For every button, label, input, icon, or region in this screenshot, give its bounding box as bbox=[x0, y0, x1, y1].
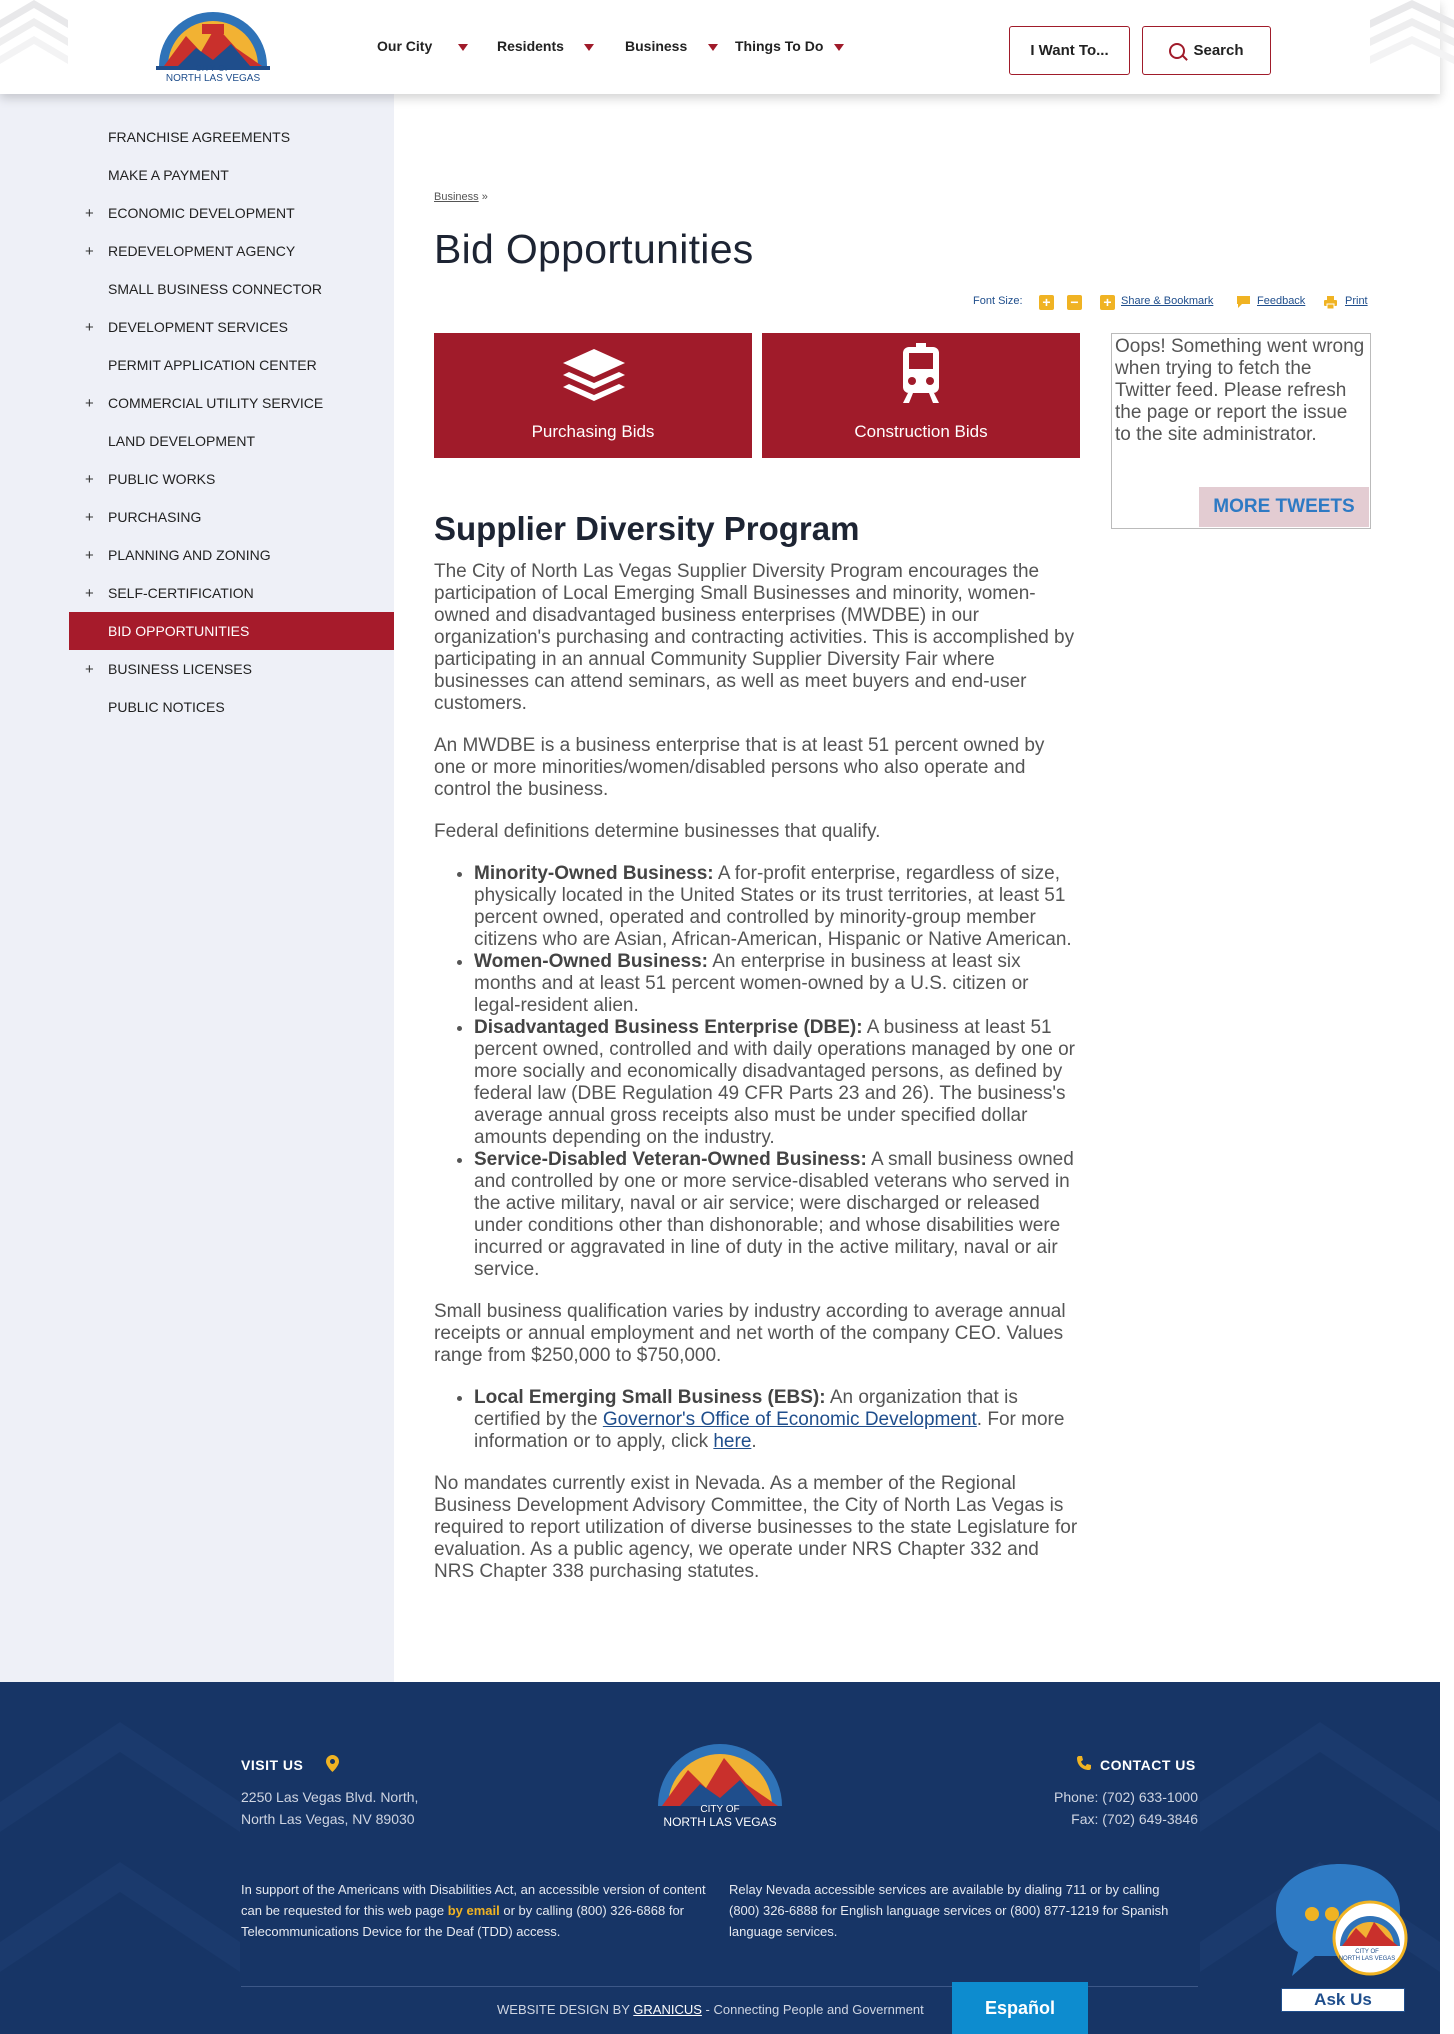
share-plus-icon: + bbox=[1100, 295, 1115, 310]
sidebar-item[interactable] bbox=[69, 422, 394, 460]
nav-our-city[interactable]: Our City bbox=[377, 38, 433, 54]
definition-term: Local Emerging Small Business (EBS): bbox=[474, 1387, 826, 1408]
site-footer bbox=[0, 1682, 1440, 2034]
phone-number[interactable]: Phone: (702) 633-1000 bbox=[1054, 1789, 1198, 1805]
expand-plus-icon[interactable]: + bbox=[85, 546, 94, 564]
definition-term: Women-Owned Business: bbox=[474, 951, 709, 972]
sidebar-item-label: COMMERCIAL UTILITY SERVICE bbox=[108, 395, 324, 411]
sidebar-item-label: ECONOMIC DEVELOPMENT bbox=[108, 205, 295, 221]
goed-link[interactable]: Governor's Office of Economic Development bbox=[602, 1409, 977, 1430]
font-increase-icon[interactable]: + bbox=[1039, 295, 1054, 310]
sidebar bbox=[0, 94, 394, 1682]
ebs-list bbox=[474, 1387, 1080, 1453]
feedback-link[interactable]: Feedback bbox=[1257, 295, 1306, 307]
share-bookmark-link[interactable]: Share & Bookmark bbox=[1121, 295, 1214, 307]
breadcrumb-separator: » bbox=[481, 191, 488, 203]
location-pin-icon bbox=[326, 1755, 339, 1772]
train-icon bbox=[900, 341, 942, 405]
definition-text: A for-profit enterprise, regardless of size, physically located in the United States or its trust territories, at least 51 percent owned, operated and controlled by minority-group member citizens who are Asian, African-American, Hispanic or Native American. bbox=[474, 863, 1072, 950]
section-title: Supplier Diversity Program bbox=[434, 510, 860, 547]
search-button[interactable] bbox=[1142, 26, 1271, 75]
site-header bbox=[0, 0, 1440, 94]
paragraph: The City of North Las Vegas Supplier Diversity Program encourages the participation of Local Emerging Small Businesses and minority, women-owned and disadvantaged business enterprises (MWDBE) in our organization's purchasing and contracting activities. This is accomplished by participating in an annual Community Supplier Diversity Fair where businesses can attend seminars, as well as meet buyers and end-user customers. bbox=[434, 561, 1075, 714]
granicus-link[interactable]: GRANICUS bbox=[633, 2002, 702, 2017]
paragraph: Federal definitions determine businesses that qualify. bbox=[434, 821, 881, 842]
sidebar-item[interactable] bbox=[69, 232, 394, 270]
sidebar-item-label: MAKE A PAYMENT bbox=[108, 167, 229, 183]
sidebar-item[interactable] bbox=[69, 308, 394, 346]
expand-plus-icon[interactable]: + bbox=[85, 318, 94, 336]
sidebar-item-label: SELF-CERTIFICATION bbox=[108, 585, 254, 601]
apply-here-link[interactable]: here bbox=[713, 1431, 752, 1452]
ada-text: or by calling (800) 326-6868 for Telecommunications Device for the Deaf (TDD) access. bbox=[241, 1903, 685, 1939]
sidebar-item-label: BID OPPORTUNITIES bbox=[108, 623, 250, 639]
list-item bbox=[474, 1149, 1080, 1281]
sidebar-item-label: FRANCHISE AGREEMENTS bbox=[108, 129, 291, 145]
search-label: Search bbox=[1193, 42, 1244, 59]
footer-background-pattern bbox=[0, 1682, 1440, 2034]
feedback-icon bbox=[1236, 295, 1251, 309]
construction-bids-tile[interactable] bbox=[762, 333, 1080, 458]
font-decrease-icon[interactable]: − bbox=[1067, 295, 1082, 310]
logo-text-line1: CITY OF bbox=[195, 64, 231, 73]
sidebar-item-label: LAND DEVELOPMENT bbox=[108, 433, 256, 449]
sidebar-item[interactable] bbox=[69, 118, 394, 156]
purchasing-bids-label: Purchasing Bids bbox=[531, 422, 655, 441]
chat-logo-text-line1: CITY OF bbox=[1355, 1949, 1379, 1955]
phone-icon bbox=[1076, 1755, 1092, 1771]
sidebar-item-label: DEVELOPMENT SERVICES bbox=[108, 319, 288, 335]
chevron-down-icon[interactable] bbox=[458, 44, 468, 51]
definition-text: An organization that is certified by the bbox=[474, 1387, 1018, 1430]
nav-things-to-do[interactable]: Things To Do bbox=[735, 38, 824, 54]
sidebar-item[interactable] bbox=[69, 536, 394, 574]
font-size-label: Font Size: bbox=[973, 295, 1023, 307]
print-icon bbox=[1323, 295, 1338, 310]
sidebar-item-label: SMALL BUSINESS CONNECTOR bbox=[108, 281, 322, 297]
paragraph: An MWDBE is a business enterprise that is at least 51 percent owned by one or more minorities/women/disabled persons who also operate and control the business. bbox=[434, 735, 1045, 800]
list-item bbox=[474, 1017, 1080, 1149]
sidebar-item-label: PLANNING AND ZONING bbox=[108, 547, 271, 563]
search-icon bbox=[1169, 43, 1185, 59]
sidebar-item-label: PURCHASING bbox=[108, 509, 202, 525]
sidebar-item[interactable] bbox=[69, 650, 394, 688]
breadcrumb-business-link[interactable]: Business bbox=[434, 191, 479, 203]
print-link[interactable]: Print bbox=[1345, 295, 1368, 307]
i-want-to-label: I Want To... bbox=[1030, 42, 1109, 59]
layers-icon bbox=[561, 347, 627, 403]
expand-plus-icon[interactable]: + bbox=[85, 508, 94, 526]
nav-residents[interactable]: Residents bbox=[497, 38, 564, 54]
paragraph: No mandates currently exist in Nevada. As a member of the Regional Business Development Advisory Committee, the City of North Las Vegas is required to report utilization of diverse businesses to the state Legislature for evaluation. As a public agency, we operate under NRS Chapter 332 and NRS Chapter 338 purchasing statutes. bbox=[434, 1473, 1078, 1582]
sidebar-item[interactable] bbox=[69, 574, 394, 612]
chevron-down-icon[interactable] bbox=[834, 44, 844, 51]
ada-text: In support of the Americans with Disabilities Act, an accessible version of content can be requested for this web page bbox=[241, 1882, 706, 1918]
definition-text: A small business owned and controlled by one or more service-disabled veterans who served in the active military, naval or air service; were discharged or released under conditions other than dishonorable; and whose disabilities were incurred or aggravated in line of duty in the active military, naval or air service. bbox=[474, 1149, 1074, 1280]
address-line2: North Las Vegas, NV 89030 bbox=[241, 1811, 415, 1827]
sidebar-item-label: PUBLIC NOTICES bbox=[108, 699, 225, 715]
definition-term: Disadvantaged Business Enterprise (DBE): bbox=[474, 1017, 863, 1038]
expand-plus-icon[interactable]: + bbox=[85, 394, 94, 412]
expand-plus-icon[interactable]: + bbox=[85, 242, 94, 260]
list-item bbox=[474, 1387, 1080, 1453]
twitter-feed bbox=[1111, 333, 1371, 529]
header-decoration-left bbox=[0, 0, 68, 70]
sidebar-item-label: PUBLIC WORKS bbox=[108, 471, 216, 487]
sidebar-item-label: REDEVELOPMENT AGENCY bbox=[108, 243, 296, 259]
sidebar-item[interactable] bbox=[69, 270, 394, 308]
definition-text: . For more information or to apply, click bbox=[474, 1409, 1065, 1452]
footer-logo-text-line1: CITY OF bbox=[700, 1804, 740, 1815]
breadcrumb bbox=[434, 191, 488, 203]
paragraph: Small business qualification varies by industry according to average annual receipts or annual employment and net worth of the company CEO. Values range from $250,000 to $750,000. bbox=[434, 1301, 1066, 1366]
credit-prefix: WEBSITE DESIGN BY bbox=[497, 2002, 634, 2017]
i-want-to-button[interactable] bbox=[1009, 26, 1130, 75]
sidebar-item[interactable] bbox=[69, 346, 394, 384]
relay-notice: Relay Nevada accessible services are available by dialing 711 or by calling (800) 326-6888 for English language services or (800) 877-1219 for Spanish language services. bbox=[729, 1882, 1169, 1939]
ask-us-button[interactable]: Ask Us bbox=[1281, 1988, 1405, 2012]
contact-us-heading: CONTACT US bbox=[1100, 1757, 1196, 1773]
footer-logo-text-line2: NORTH LAS VEGAS bbox=[663, 1815, 777, 1829]
definition-text: A business at least 51 percent owned, controlled and with daily operations managed by one or more socially and economically disadvantaged persons, as defined by federal law (DBE Regulation 49 CFR Parts 23 and 26). The business's average annual gross receipts also must be under specified dollar amounts depending on the industry. bbox=[474, 1017, 1075, 1148]
espanol-button[interactable]: Español bbox=[952, 1982, 1088, 2034]
list-item bbox=[474, 951, 1080, 1017]
logo-text-line2: NORTH LAS VEGAS bbox=[165, 73, 261, 84]
main-content bbox=[434, 561, 1080, 1603]
purchasing-bids-tile[interactable] bbox=[434, 333, 752, 458]
construction-bids-label: Construction Bids bbox=[854, 422, 988, 441]
twitter-error-message: Oops! Something went wrong when trying to fetch the Twitter feed. Please refresh the page or report the issue to the site administrator. bbox=[1115, 336, 1365, 445]
expand-plus-icon[interactable]: + bbox=[85, 584, 94, 602]
expand-plus-icon[interactable]: + bbox=[85, 204, 94, 222]
sidebar-item[interactable] bbox=[69, 498, 394, 536]
definition-term: Minority-Owned Business: bbox=[474, 863, 714, 884]
chevron-down-icon[interactable] bbox=[708, 44, 718, 51]
definitions-list bbox=[474, 863, 1080, 1281]
definition-text: . bbox=[751, 1431, 757, 1452]
visit-us-heading: VISIT US bbox=[241, 1757, 304, 1773]
nav-business[interactable]: Business bbox=[625, 38, 688, 54]
list-item bbox=[474, 863, 1080, 951]
sidebar-item-label: PERMIT APPLICATION CENTER bbox=[108, 357, 317, 373]
credit-suffix: - Connecting People and Government bbox=[701, 2002, 924, 2017]
expand-plus-icon[interactable]: + bbox=[85, 660, 94, 678]
chevron-down-icon[interactable] bbox=[584, 44, 594, 51]
fax-number: Fax: (702) 649-3846 bbox=[1071, 1811, 1198, 1827]
address-line1: 2250 Las Vegas Blvd. North, bbox=[241, 1789, 419, 1805]
sidebar-item[interactable] bbox=[69, 384, 394, 422]
chat-logo-text-line2: NORTH LAS VEGAS bbox=[1338, 1956, 1396, 1962]
more-tweets-button[interactable]: MORE TWEETS bbox=[1199, 487, 1369, 527]
sidebar-item[interactable] bbox=[69, 194, 394, 232]
definition-text: An enterprise in business at least six months and at least 51 percent women-owned by a U.S. citizen or legal-resident alien. bbox=[474, 951, 1029, 1016]
expand-plus-icon[interactable]: + bbox=[85, 470, 94, 488]
ada-email-link[interactable]: by email bbox=[447, 1903, 500, 1918]
sidebar-item[interactable] bbox=[69, 460, 394, 498]
sidebar-item[interactable] bbox=[69, 612, 394, 650]
sidebar-item-label: BUSINESS LICENSES bbox=[108, 661, 252, 677]
page-title: Bid Opportunities bbox=[434, 226, 754, 272]
website-credit bbox=[497, 2002, 924, 2017]
header-decoration-right bbox=[1370, 0, 1454, 70]
ada-notice bbox=[241, 1879, 713, 1942]
definition-term: Service-Disabled Veteran-Owned Business: bbox=[474, 1149, 867, 1170]
sidebar-item[interactable] bbox=[69, 156, 394, 194]
sidebar-item[interactable] bbox=[69, 688, 394, 726]
